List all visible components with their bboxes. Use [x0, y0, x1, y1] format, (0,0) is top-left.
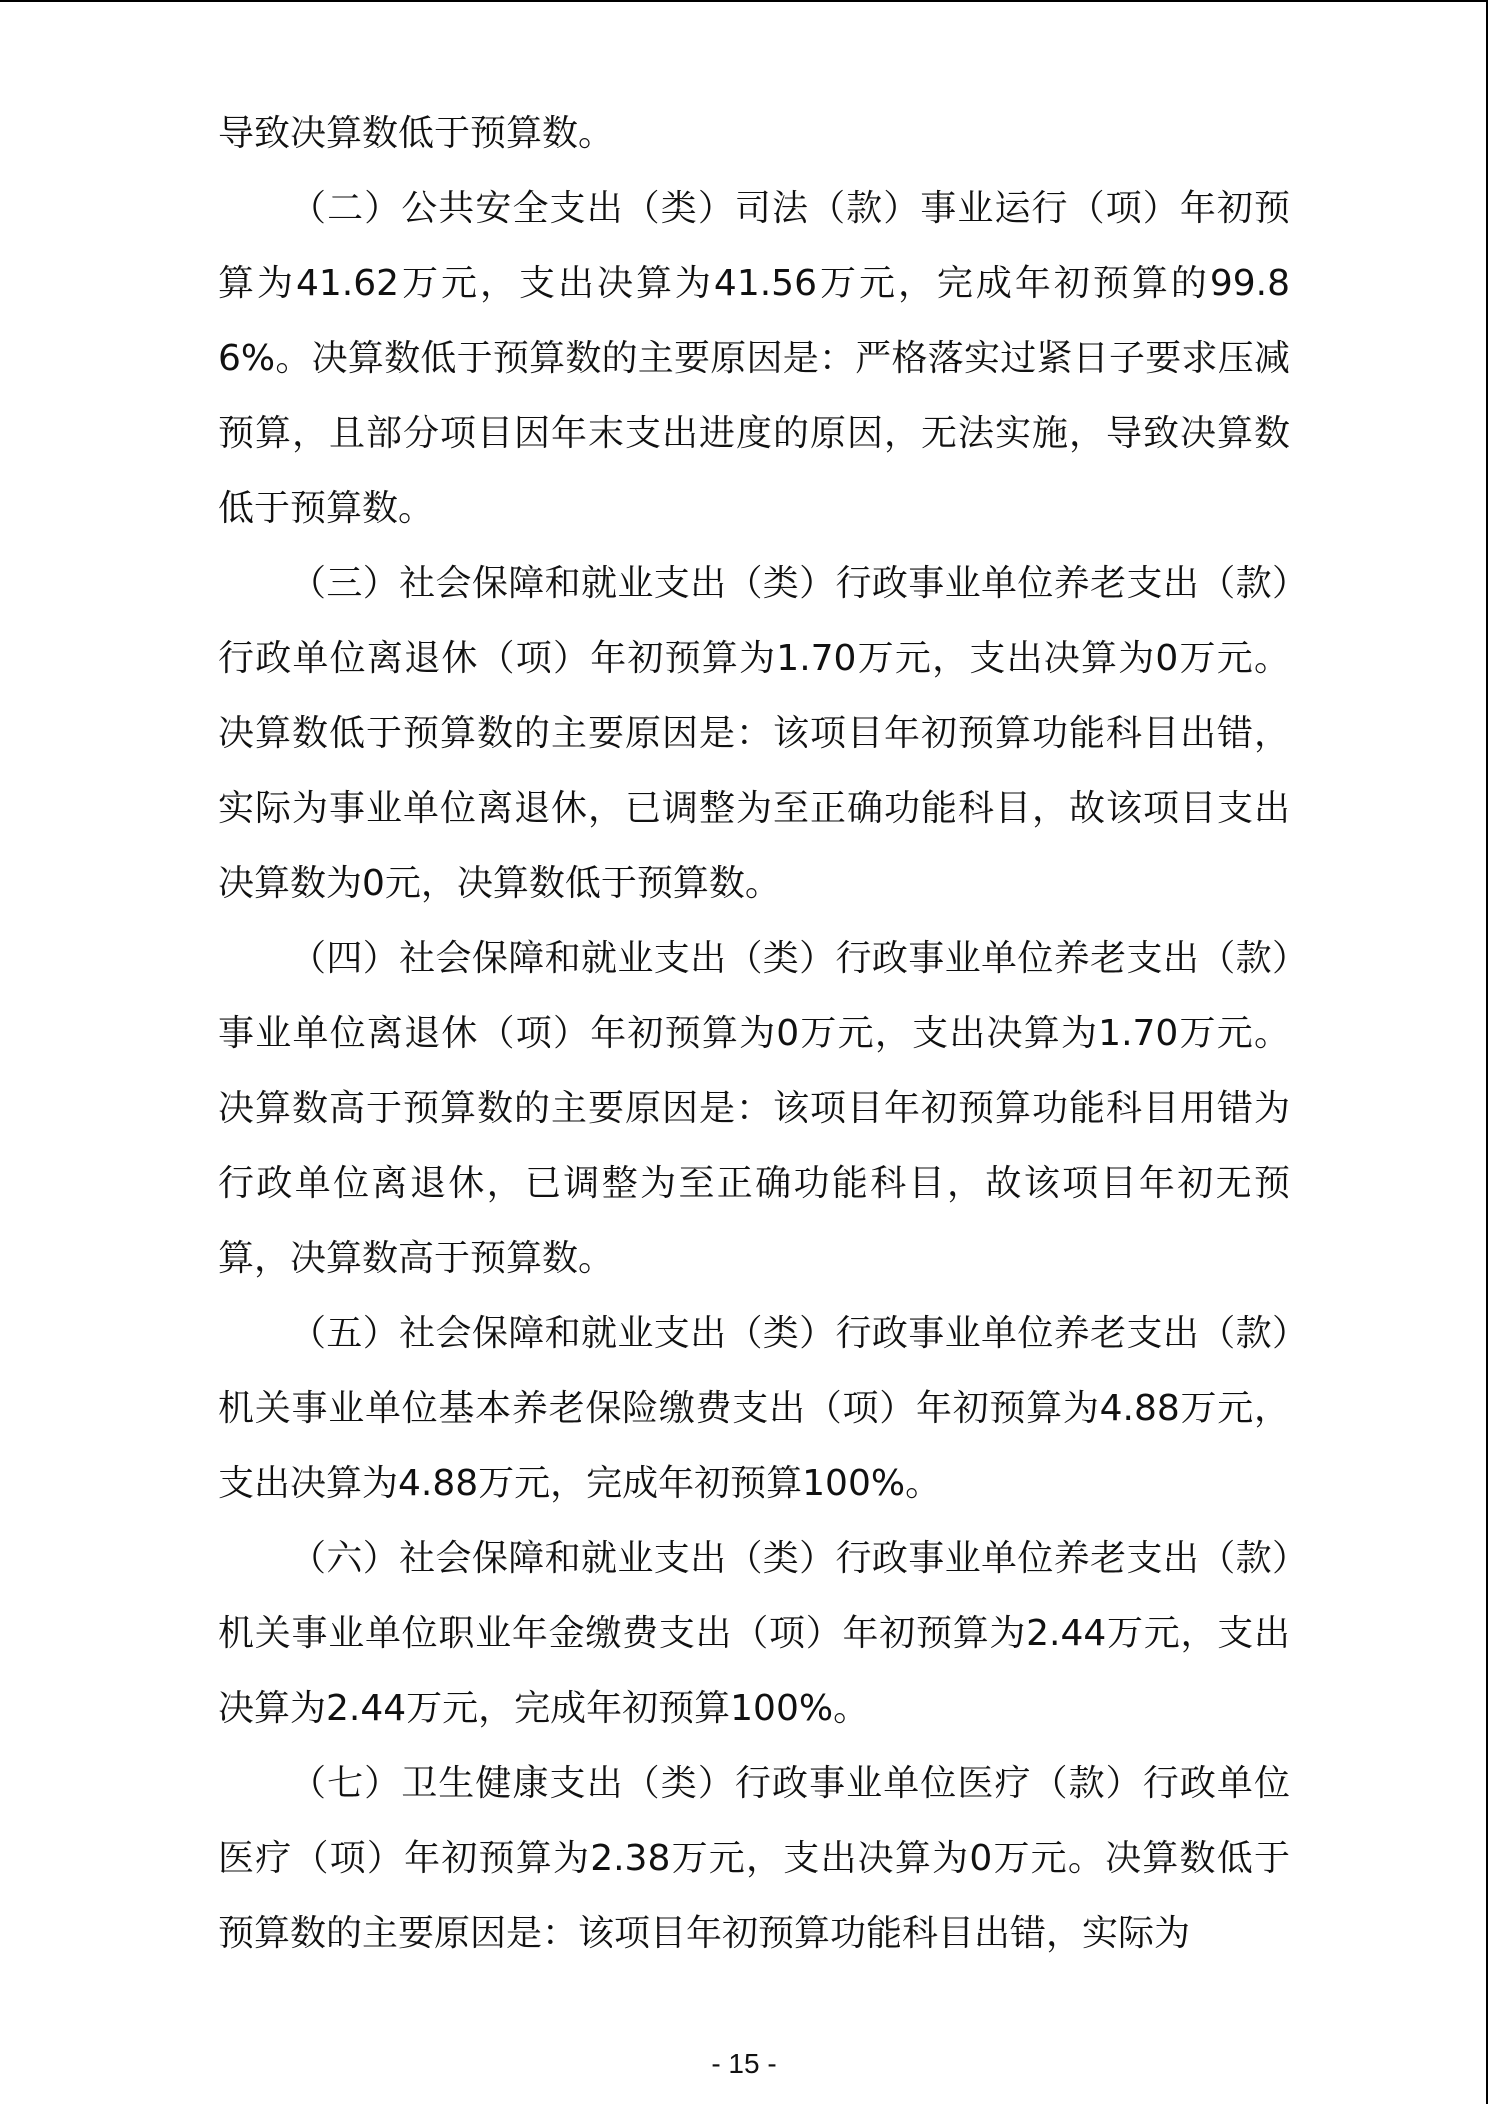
paragraph-3: （三）社会保障和就业支出（类）行政事业单位养老支出（款）行政单位离退休（项）年初预算为1.70万元，支出决算为0万元。决算数低于预算数的主要原因是：该项目年初预算功能科目出错，实际为事业单位离退休，已调整为至正确功能科目，故该项目支出决算数为0元，决算数低于预算数。 — [218, 563, 1290, 904]
paragraph-4: （四）社会保障和就业支出（类）行政事业单位养老支出（款）事业单位离退休（项）年初预算为0万元，支出决算为1.70万元。决算数高于预算数的主要原因是：该项目年初预算功能科目用错为行政单位离退休，已调整为至正确功能科目，故该项目年初无预算，决算数高于预算数。 — [218, 938, 1290, 1279]
paragraph-5: （五）社会保障和就业支出（类）行政事业单位养老支出（款）机关事业单位基本养老保险缴费支出（项）年初预算为4.88万元，支出决算为4.88万元，完成年初预算100%。 — [218, 1313, 1290, 1504]
paragraph-6: （六）社会保障和就业支出（类）行政事业单位养老支出（款）机关事业单位职业年金缴费支出（项）年初预算为2.44万元，支出决算为2.44万元，完成年初预算100%。 — [218, 1538, 1290, 1729]
paragraph-7: （七）卫生健康支出（类）行政事业单位医疗（款）行政单位医疗（项）年初预算为2.38万元，支出决算为0万元。决算数低于预算数的主要原因是：该项目年初预算功能科目出错，实际为 — [218, 1763, 1290, 1954]
page-number: - 15 - — [711, 2048, 777, 2079]
paragraph-2: （二）公共安全支出（类）司法（款）事业运行（项）年初预算为41.62万元，支出决算为41.56万元，完成年初预算的99.86%。决算数低于预算数的主要原因是：严格落实过紧日子要求压减预算，且部分项目因年末支出进度的原因，无法实施，导致决算数低于预算数。 — [218, 188, 1290, 529]
document-body — [218, 96, 1290, 1971]
paragraph-1: 导致决算数低于预算数。 — [218, 113, 615, 154]
